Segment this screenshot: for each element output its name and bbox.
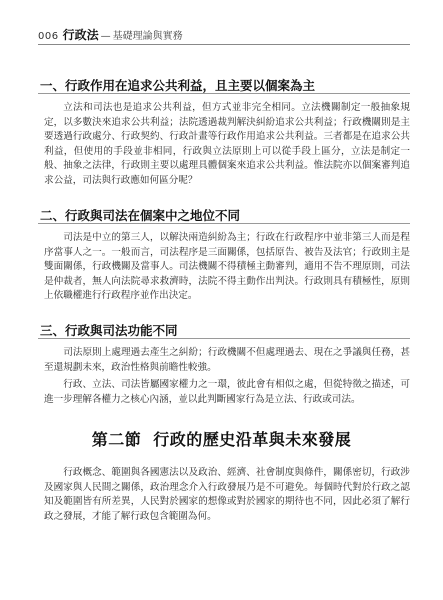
chapter-title: 行政的歷史沿革與未來發展 [153, 430, 352, 449]
book-title: 行政法 [62, 28, 99, 42]
section-heading-1: 一、行政作用在追求公共利益，且主要以個案為主 [40, 78, 316, 93]
header-divider [38, 44, 410, 45]
section-rule-3 [38, 338, 410, 339]
section-heading-3: 三、行政與司法功能不同 [40, 323, 178, 338]
title-dash: — [100, 31, 111, 42]
section-rule-1 [38, 93, 410, 94]
chapter-paragraph-1: 行政概念、範圍與各國憲法以及政治、經濟、社會制度與條件，關係密切，行政涉及國家與人民間之關係，政治理念介入行政發展乃是不可避免。每個時代對於行政之認知及範圍皆有所差異，人民對於國家的想像或對於國家的期待也不同，因此必須了解行政之發展，才能了解行政包含範圍為何。 [44, 467, 410, 522]
chapter-heading [0, 427, 443, 450]
book-subtitle: 基礎理論與實務 [112, 31, 183, 42]
section-2-paragraph-1: 司法是中立的第三人，以解決兩造糾紛為主；行政在行政程序中並非第三人而是程序當事人之一。一般而言，司法程序是三面關係，包括原告、被告及法官；行政則主是雙面關係，行政機關及當事人。司法機關不得積極主動審判，適用不告不理原則，司法是仲裁者，無人向法院尋求救濟時，法院不得主動作出判決。行政則具有積極性，原則上依職權進行行政程序並作出決定。 [44, 232, 410, 302]
running-header [38, 26, 183, 43]
section-rule-2 [38, 223, 410, 224]
section-3-paragraph-2: 行政、立法、司法皆屬國家權力之一環，彼此會有相似之處，但從特徵之描述，可進一步理解各權力之核心內涵，並以此判斷國家行為是立法、行政或司法。 [44, 379, 410, 405]
section-heading-2: 二、行政與司法在個案中之地位不同 [40, 208, 241, 223]
section-1-paragraph-1: 立法和司法也是追求公共利益，但方式並非完全相同。立法機關制定一般抽象規定，以多數決來追求公共利益；法院透過裁判解決糾紛追求公共利益；行政機關則是主要透過行政處分、行政契約、行政計畫等行政作用追求公共利益。三者都是在追求公共利益，但使用的手段並非相同，行政與立法原則上可以從手段上區分，立法是制定一般、抽象之法律，行政則主要以處理具體個案來追求公共利益。惟法院亦以個案審判追求公益，司法與行政應如何區分呢？ [44, 102, 410, 186]
chapter-label: 第二節 [91, 430, 142, 449]
section-3-paragraph-1: 司法原則上處理過去產生之糾紛；行政機關不但處理過去、現在之爭議與任務，甚至還規劃未來，政治性格與前瞻性較強。 [44, 347, 410, 373]
page-number: 006 [38, 31, 59, 42]
